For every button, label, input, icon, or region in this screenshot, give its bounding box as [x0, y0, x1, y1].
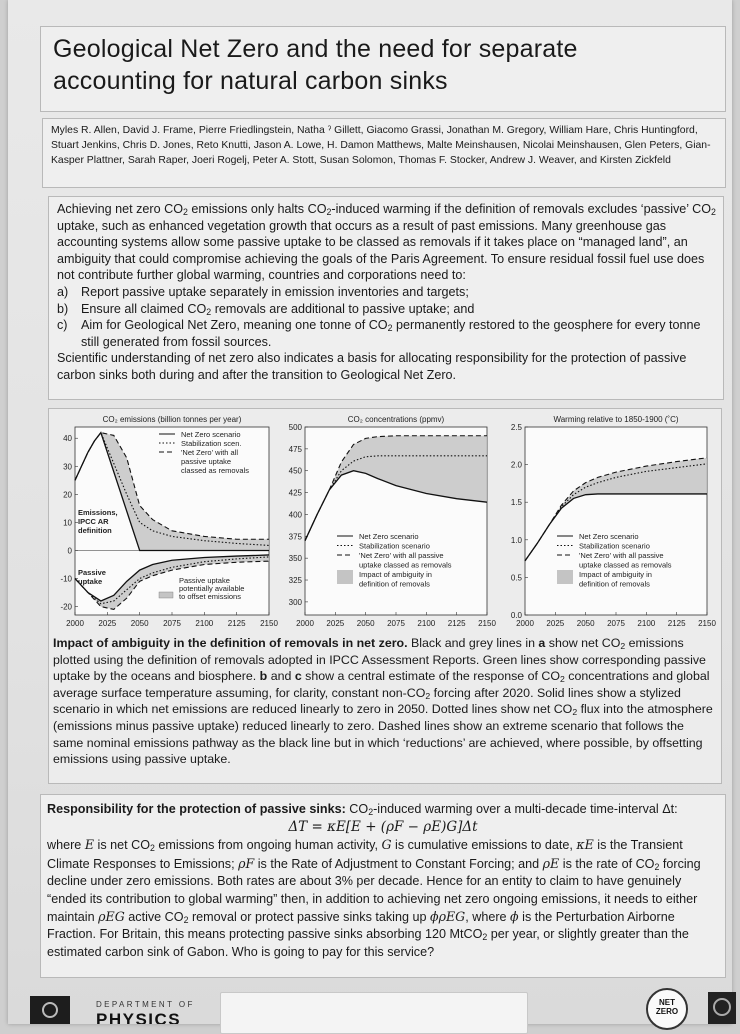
abstract-item-a: a) Report passive uptake separately in emission inventories and targets; [57, 284, 469, 299]
chart-1-y-tick-label: 10 [63, 518, 72, 528]
chart-2-x-tick-label: 2125 [447, 619, 466, 628]
chart-1-annotation-shade: to offset emissions [179, 592, 241, 601]
chart-1-annotation-emissions: IPCC AR [78, 517, 109, 526]
chart-2-y-tick-label: 475 [288, 444, 302, 454]
chart-3-x-tick-label: 2100 [637, 619, 656, 628]
chart-1-x-tick-label: 2025 [98, 619, 117, 628]
figure-caption: Impact of ambiguity in the definition of removals in net zero. Black and grey lines in a show net $CO_2$ emissions plotted using the definition of removals adopted in IPCC Assessment Reports. Green lines show corresponding passive uptake by the oceans and biosphere. b and c show a central estimate of the response of $CO_2$ concentrations and global average surface temperature assuming, for clarity, constant non-$CO_2$ forcing after 2020. Solid lines show a stylized scenario in which net emissions are reduced linearly to zero in 2050. Dotted lines show net $CO_2$ flux into the atmosphere (emissions minus passive uptake) reduced linearly to zero. Dashed lines show an extreme scenario that follows the same nominal emissions pathway as the black line but in which ‘reductions’ are achieved, where possible, by offsetting emissions using passive uptake. [53, 636, 713, 767]
title-line-2: accounting for natural carbon sinks [53, 67, 448, 95]
chart-1-legend-label: 'Net Zero' with all [181, 448, 239, 457]
chart-2-y-tick-label: 450 [288, 466, 302, 476]
chart-2-legend-swatch [337, 570, 353, 584]
chart-2-x-tick-label: 2150 [478, 619, 496, 628]
abstract-text [49, 197, 723, 384]
abstract-panel [48, 196, 724, 400]
chart-2-x-tick-label: 2000 [296, 619, 314, 628]
chart-3-y-tick-label: 2.5 [510, 423, 522, 432]
chart-1-annotation-passive: Passive [78, 568, 106, 577]
chart-1-legend-label: classed as removals [181, 466, 249, 475]
chart-2-legend-label: definition of removals [359, 579, 430, 589]
chart-1-x-tick-label: 2150 [260, 619, 278, 628]
chart-2-legend-label: Net Zero scenario [359, 532, 419, 541]
warming-equation: ΔT = κE[E + (ρF − ρE)G]Δt [288, 819, 478, 836]
figure-charts [49, 409, 721, 635]
chart-1-title: CO₂ emissions (billion tonnes per year) [102, 415, 242, 424]
chart-3-y-tick-label: 0.5 [510, 573, 522, 583]
university-logo [30, 996, 70, 1024]
chart-1-x-tick-label: 2125 [227, 619, 246, 628]
chart-2-legend-label: Stabilization scenario [359, 541, 430, 551]
chart-1-y-tick-label: -20 [60, 602, 72, 612]
chart-1-x-tick-label: 2075 [163, 619, 181, 628]
title-line-1: Geological Net Zero and the need for separate [53, 35, 578, 63]
chart-1-x-tick-label: 2100 [195, 619, 214, 628]
abstract-paragraph-2: Scientific understanding of net zero also indicates a basis for allocating responsibility for the protection of passive carbon sinks both during and after the transition to Geological Net Zero. [57, 351, 687, 382]
responsibility-panel [40, 794, 726, 978]
responsibility-text: Responsibility for the protection of passive sinks: $CO_2$-induced warming over a multi-decade time-interval Δt: ΔT = κE[E + (ρF − ρE)G]Δt where E is net $CO_2$ emissions from ongoing human activity, G is cumulative emissions to date, κE is the Transient Climate Responses to Emissions; ρF is the Rate of Adjustment to Constant Forcing; and ρE is the rate of $CO_2$ forcing decline under zero emissions. Both rates are about 3% per decade. Hence for an entity to claim to have genuinely “ended its contribution to global warming” then, in addition to achieving net zero ongoing emissions, it needs to either maintain ρEG active $CO_2$ removal or protect passive sinks taking up ϕρEG, where ϕ is the Perturbation Airborne Fraction. For Britain, this means protecting passive sinks absorbing 120 MtCO$_2$ per year, or slightly greater than the estimated carbon sink of Gabon. Who is going to pay for this service? [47, 801, 719, 961]
chart-3-x-tick-label: 2000 [516, 619, 534, 628]
chart-1-legend-label: Net Zero scenario [181, 430, 241, 439]
chart-2-x-tick-label: 2050 [356, 619, 375, 628]
chart-3-title: Warming relative to 1850-1900 (˚C) [553, 415, 679, 424]
chart-1-y-tick-label: 40 [63, 434, 72, 444]
title-panel [40, 26, 726, 112]
chart-3-x-tick-label: 2075 [607, 619, 625, 628]
poster [8, 0, 732, 1024]
author-list: Myles R. Allen, David J. Frame, Pierre Friedlingstein, Natha ˀ Gillett, Giacomo Grassi, Jonathan M. Gregory, William Hare, Chris Huntingford, Stuart Jenkins, Chris D. Jones, Reto Knutti, Jason A. Lowe, H. Damon Matthews, Malte Meinshausen, Nicolai Meinshausen, Glen Peters, Gian-Kasper Plattner, Sarah Raper, Joeri Rogelj, Peter A. Stott, Susan Solomon, Thomas F. Stocker, Andrew J. Weaver, and Kirsten Zickfeld [51, 125, 711, 166]
chart-2-y-tick-label: 325 [288, 576, 302, 586]
chart-3-legend-swatch [557, 570, 573, 584]
chart-3-x-tick-label: 2125 [667, 619, 686, 628]
chart-2-x-tick-label: 2100 [417, 619, 436, 628]
chart-1-y-tick-label: 0 [67, 546, 72, 556]
abstract-item-c: c) Aim for Geological Net Zero, meaning one tonne of $CO_2$ permanently restored to the geosphere for every tonne still generated from fossil sources. [57, 318, 701, 349]
chart-3-x-tick-label: 2025 [546, 619, 565, 628]
chart-3-legend-label: Net Zero scenario [579, 532, 639, 541]
abstract-paragraph-1: Achieving net zero $CO_2$ emissions only halts $CO_2$-induced warming if the definition of removals excludes ‘passive’ $CO_2$ uptake, such as enhanced vegetation growth that occurs as a result of past emissions. Many greenhouse gas accounting systems allow some passive uptake to be classed as removals if it takes place on “managed land”, an ambiguity that could compromise achieving the goals of the Paris Agreement. To ensure residual fossil fuel use does not contribute further global warming, countries and corporations need to: [57, 202, 716, 283]
chart-2-x-tick-label: 2025 [326, 619, 345, 628]
chart-2-y-tick-label: 375 [288, 532, 302, 542]
chart-2-x-tick-label: 2075 [387, 619, 405, 628]
chart-1-y-tick-label: 30 [63, 462, 72, 472]
chart-3-y-tick-label: 1.5 [510, 498, 522, 508]
chart-3-y-tick-label: 0.0 [510, 611, 522, 620]
paper-slip [220, 992, 528, 1034]
chart-1-annotation-shade: potentially available [179, 584, 245, 593]
chart-1-x-tick-label: 2050 [130, 619, 149, 628]
chart-1-legend-label: passive uptake [181, 457, 232, 466]
chart-2-y-tick-label: 300 [288, 597, 302, 607]
poster-title [53, 33, 725, 97]
authors-panel [42, 118, 726, 188]
chart-2-y-tick-label: 500 [288, 423, 302, 432]
chart-3-legend-label: Stabilization scenario [579, 541, 650, 551]
chart-3-legend-label: definition of removals [579, 579, 650, 589]
chart-1-y-tick-label: 20 [63, 490, 72, 500]
chart-2-y-tick-label: 400 [288, 510, 302, 520]
chart-1-annotation-shade: Passive uptake [179, 576, 230, 585]
chart-1-legend-label: Stabilization scen. [181, 439, 242, 448]
department-name: PHYSICS [96, 1010, 182, 1024]
chart-3-legend-label: 'Net Zero' with all passive [579, 551, 664, 560]
chart-2-legend-label: 'Net Zero' with all passive [359, 551, 444, 560]
chart-3-legend-label: uptake classed as removals [579, 560, 672, 570]
chart-1-annotation-passive: uptake [78, 577, 103, 586]
chart-1-annotation-emissions: Emissions, [78, 508, 118, 517]
abstract-item-b: b) Ensure all claimed $CO_2$ removals are additional to passive uptake; and [57, 301, 475, 317]
chart-2-y-tick-label: 425 [288, 488, 302, 498]
figure-panel [48, 408, 722, 784]
shield-icon [713, 998, 731, 1016]
chart-1-x-tick-label: 2000 [66, 619, 84, 628]
chart-2-legend-label: uptake classed as removals [359, 560, 452, 570]
chart-3-x-tick-label: 2150 [698, 619, 716, 628]
chart-2-title: CO₂ concentrations (ppmv) [347, 415, 445, 424]
chart-1-shade-legend-swatch [159, 592, 173, 598]
chart-3-y-tick-label: 1.0 [510, 535, 522, 545]
crest-icon [42, 1002, 58, 1018]
chart-2-legend-label: Impact of ambiguity in [359, 570, 432, 579]
chart-3-y-tick-label: 2.0 [510, 460, 522, 470]
college-crest [708, 992, 736, 1024]
chart-3-x-tick-label: 2050 [576, 619, 595, 628]
department-label: DEPARTMENT OF [96, 1000, 195, 1009]
chart-1-y-tick-label: -10 [60, 574, 72, 584]
chart-3-legend-label: Impact of ambiguity in [579, 570, 652, 579]
chart-1-annotation-emissions: definition [78, 526, 112, 535]
chart-2-y-tick-label: 350 [288, 554, 302, 564]
net-zero-badge: NET ZERO [646, 988, 688, 1030]
